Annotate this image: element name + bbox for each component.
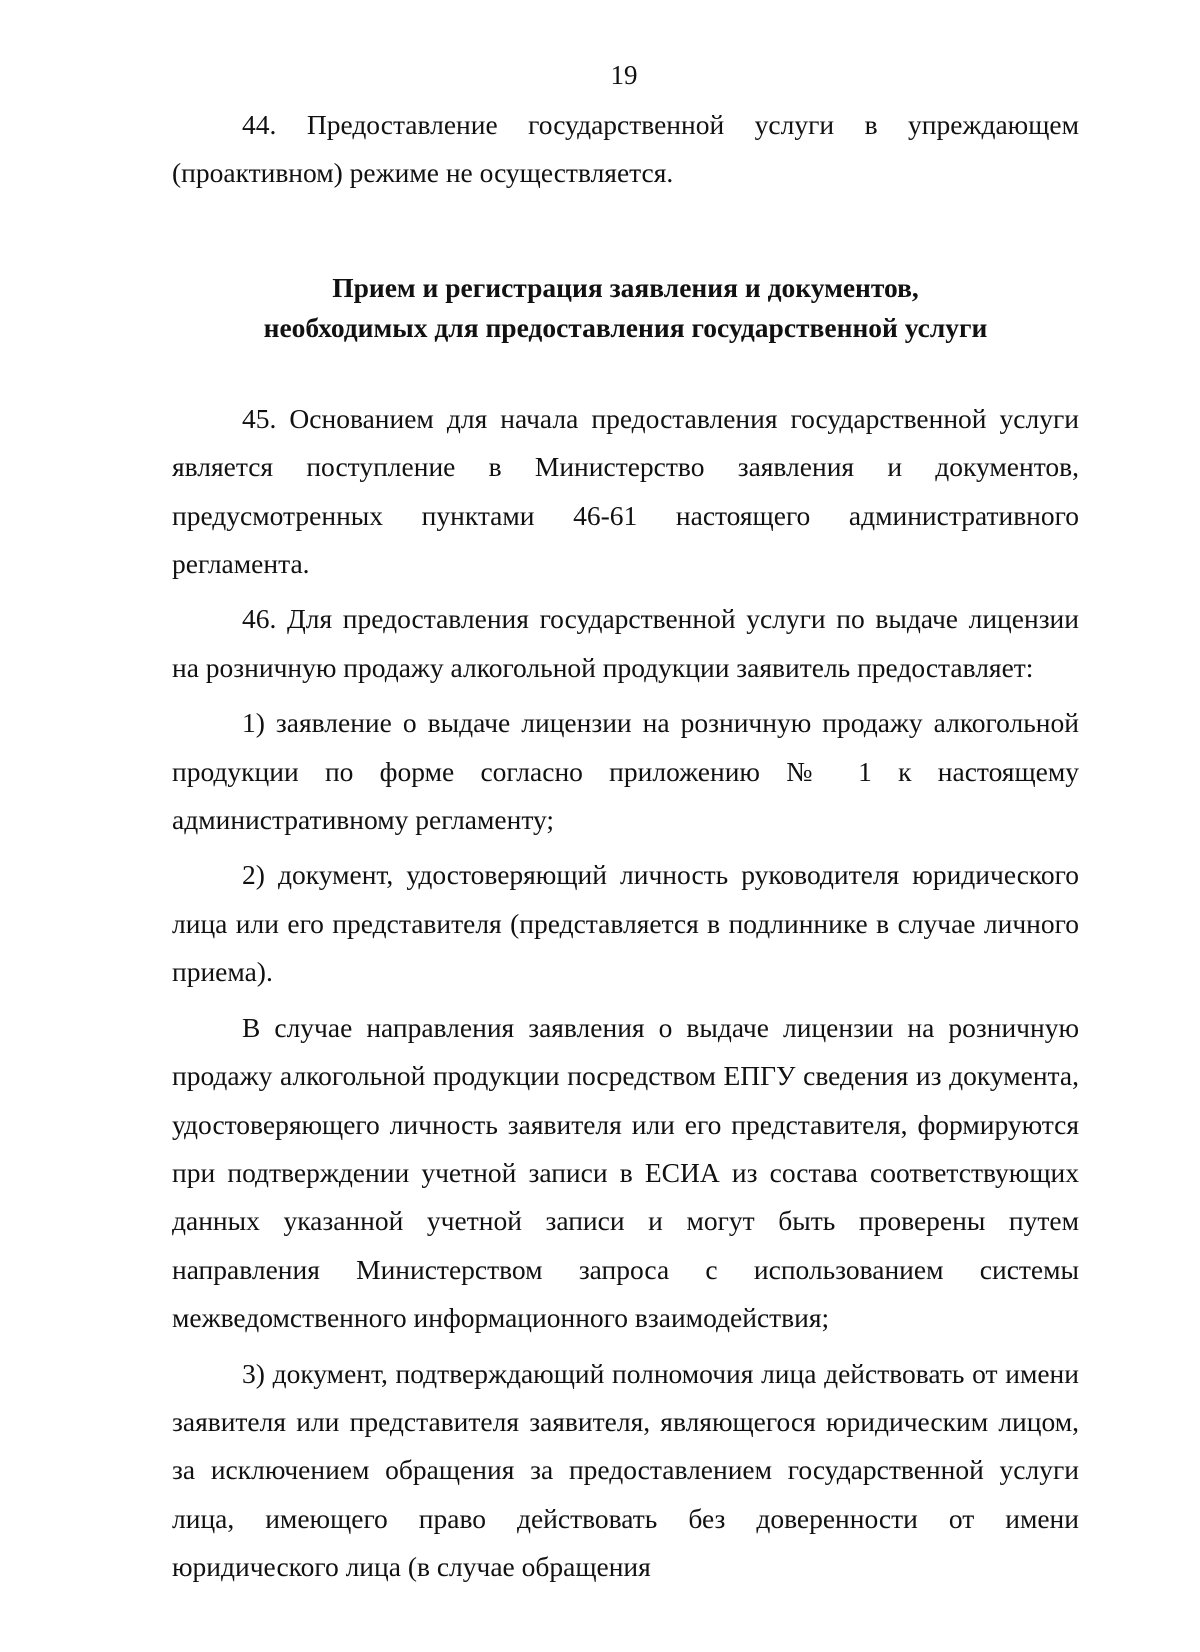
paragraph-46: 46. Для предоставления государственной услуги по выдаче лицензии на розничную продажу алкогольной продукции заявитель предоставляет:	[172, 603, 1079, 683]
paragraph-45: 45. Основанием для начала предоставления государственной услуги является поступление в Министерство заявления и документов, предусмотренных пунктами 46-61 настоящего административного регламента.	[172, 402, 1079, 580]
paragraph-epgu: В случае направления заявления о выдаче лицензии на розничную продажу алкогольной продукции посредством ЕПГУ сведения из документа, удостоверяющего личность заявителя или его представителя, формируются при подтверждении учетной записи в ЕСИА из состава соответствующих данных указанной учетной записи и могут быть проверены путем направления Министерством запроса с использованием системы межведомственного информационного взаимодействия;	[172, 1011, 1079, 1334]
paragraph-46-item-2: 2) документ, удостоверяющий личность руководителя юридического лица или его представителя (представляется в подлиннике в случае личного приема).	[172, 859, 1079, 988]
paragraph-46-item-3: 3) документ, подтверждающий полномочия лица действовать от имени заявителя или представителя заявителя, являющегося юридическим лицом, за исключением обращения за предоставлением государственной услуги лица, имеющего право действовать без доверенности от имени юридического лица (в случае обращения	[172, 1357, 1079, 1583]
page-number: 19	[610, 60, 638, 90]
document-body	[172, 101, 1079, 1592]
section-heading-line-2: необходимых для предоставления государственной услуги	[263, 311, 988, 343]
paragraph-44: 44. Предоставление государственной услуги в упреждающем (проактивном) режиме не осуществляется.	[172, 109, 1079, 189]
section-heading-line-1: Прием и регистрация заявления и документов,	[332, 271, 919, 303]
paragraph-46-item-1: 1) заявление о выдаче лицензии на розничную продажу алкогольной продукции по форме согласно приложению № 1 к настоящему административному регламенту;	[172, 707, 1079, 836]
